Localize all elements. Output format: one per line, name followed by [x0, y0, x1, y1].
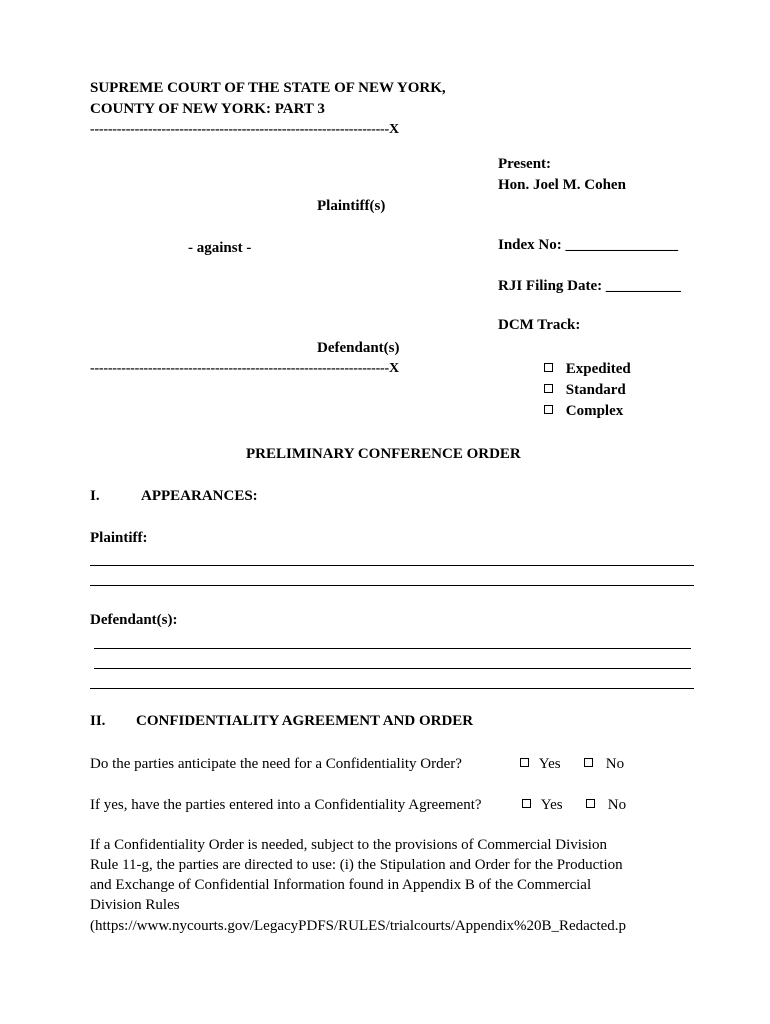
checkbox-icon[interactable]: [584, 758, 593, 767]
section-2-heading: CONFIDENTIALITY AGREEMENT AND ORDER: [136, 713, 474, 729]
dcm-option-complex[interactable]: Complex: [544, 401, 623, 421]
paragraph-line-4: Division Rules: [90, 897, 180, 913]
dcm-option-expedited[interactable]: Expedited: [544, 359, 631, 379]
plaintiff-caption-label: Plaintiff(s): [317, 198, 386, 214]
paragraph-line-3: and Exchange of Confidential Information found in Appendix B of the Commercial: [90, 877, 592, 893]
checkbox-icon[interactable]: [544, 405, 553, 414]
checkbox-icon[interactable]: [544, 384, 553, 393]
defendant-appearance-line-2[interactable]: [94, 668, 691, 669]
present-label: Present:: [498, 156, 552, 172]
defendant-caption-label: Defendant(s): [317, 340, 400, 356]
index-no-field[interactable]: Index No: _______________: [498, 237, 679, 253]
court-name-line2: COUNTY OF NEW YORK: PART 3: [90, 101, 325, 117]
dcm-option-standard[interactable]: Standard: [544, 380, 626, 400]
defendants-appearance-label: Defendant(s):: [90, 612, 178, 628]
plaintiff-appearance-line-2[interactable]: [90, 585, 694, 586]
checkbox-icon[interactable]: [586, 799, 595, 808]
paragraph-line-1: If a Confidentiality Order is needed, subject to the provisions of Commercial Division: [90, 837, 607, 853]
q1-yes-option[interactable]: Yes: [520, 754, 561, 774]
checkbox-icon[interactable]: [520, 758, 529, 767]
paragraph-line-2: Rule 11-g, the parties are directed to use: (i) the Stipulation and Order for the Production: [90, 857, 623, 873]
question-confidentiality-order: Do the parties anticipate the need for a Confidentiality Order?: [90, 756, 462, 772]
section-1-heading: APPEARANCES:: [141, 488, 258, 504]
court-name-line1: SUPREME COURT OF THE STATE OF NEW YORK,: [90, 80, 446, 96]
paragraph-line-5-url[interactable]: (https://www.nycourts.gov/LegacyPDFS/RULES/trialcourts/Appendix%20B_Redacted.p: [90, 918, 627, 934]
checkbox-icon[interactable]: [522, 799, 531, 808]
document-title: PRELIMINARY CONFERENCE ORDER: [246, 446, 521, 462]
plaintiff-appearance-label: Plaintiff:: [90, 530, 148, 546]
rji-filing-date-field[interactable]: RJI Filing Date: __________: [498, 278, 681, 294]
judge-name: Hon. Joel M. Cohen: [498, 177, 626, 193]
against-text: - against -: [188, 240, 252, 256]
caption-divider-bottom: -------------------------------------------------------------------X: [90, 361, 399, 376]
plaintiff-appearance-line-1[interactable]: [90, 565, 694, 566]
defendant-appearance-line-1[interactable]: [94, 648, 691, 649]
q2-yes-option[interactable]: Yes: [522, 795, 563, 815]
section-2-numeral: II.: [90, 713, 106, 729]
defendant-appearance-line-3[interactable]: [90, 688, 694, 689]
dcm-track-label: DCM Track:: [498, 317, 581, 333]
q2-no-option[interactable]: No: [586, 795, 626, 815]
section-1-numeral: I.: [90, 488, 100, 504]
q1-no-option[interactable]: No: [584, 754, 624, 774]
question-confidentiality-agreement: If yes, have the parties entered into a Confidentiality Agreement?: [90, 797, 482, 813]
caption-divider-top: -------------------------------------------------------------------X: [90, 122, 399, 137]
checkbox-icon[interactable]: [544, 363, 553, 372]
